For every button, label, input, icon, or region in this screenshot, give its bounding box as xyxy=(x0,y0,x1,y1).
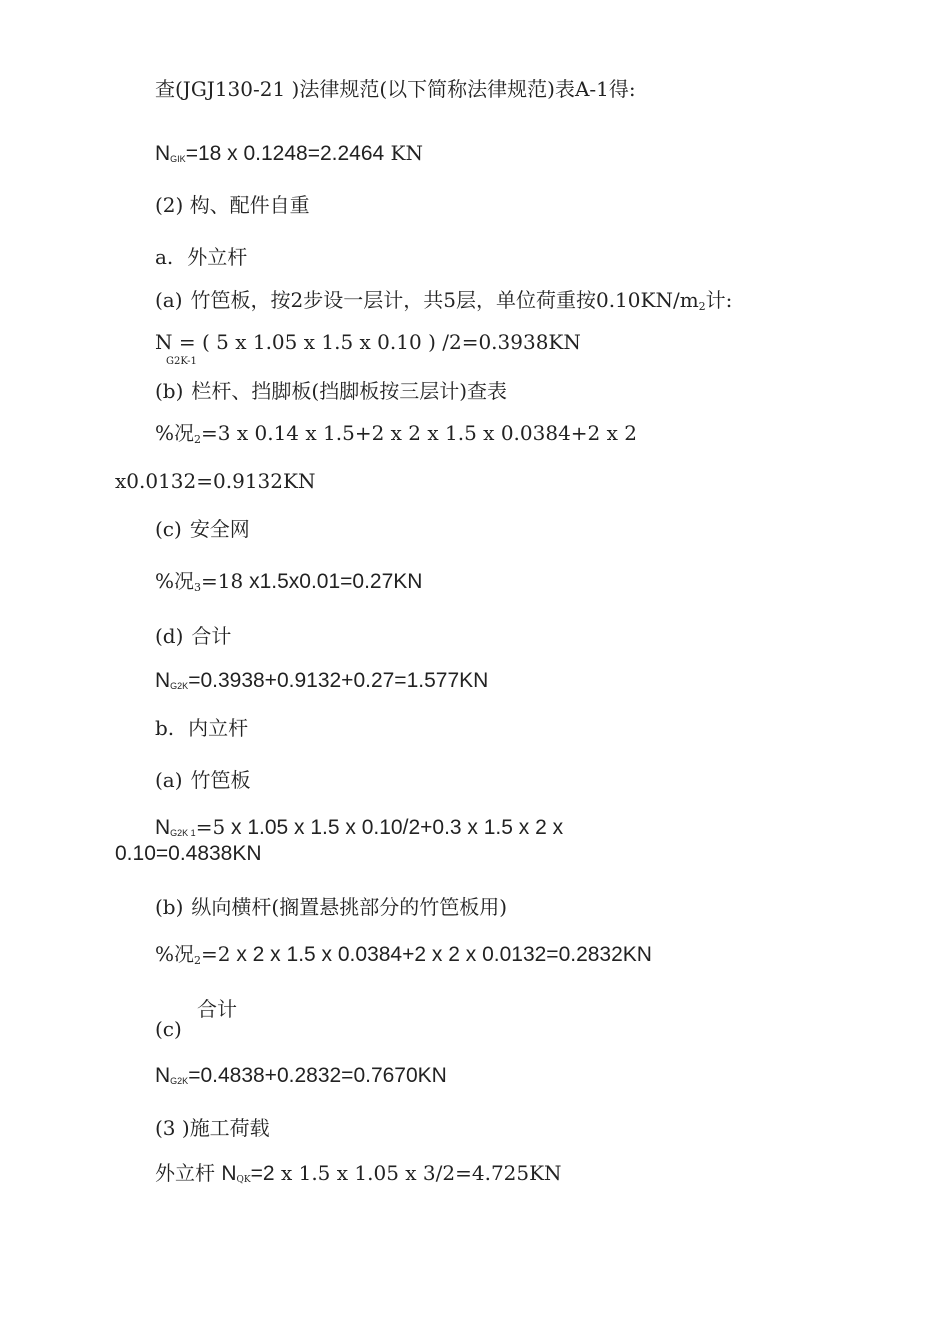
formula-railing-2: x0.0132=0.9132KN xyxy=(115,469,316,493)
formula-ng2k-1-subscript: G2K-1 xyxy=(166,356,197,367)
formula-safety-net: %况3=18 x1.5x0.01=0.27KN xyxy=(155,569,423,594)
item-a-d-line: (d) 合计 xyxy=(155,624,232,648)
formula-longitudinal-bar: %况2=2 x 2 x 1.5 x 0.0384+2 x 2 x 0.0132=0.2832KN xyxy=(155,942,652,967)
formula-ng2k-inner-total: $N_{G2K}=0.4838+0.2832=0.7670KN$ xyxy=(155,1064,447,1087)
formula-ngik: $N_{GIK}=18$ x 0.1248=2.2464 KN xyxy=(155,141,424,165)
formula-nqk: 外立杆 $N_{QK}=2$ x 1.5 x 1.05 x 3/2=4.725KN xyxy=(155,1161,562,1185)
section-heading-2: (2) 构、配件自重 xyxy=(155,193,310,217)
item-b-heading: b. 内立杆 xyxy=(155,716,249,740)
item-a-heading: a. 外立杆 xyxy=(155,245,248,269)
text-line-1: 查(JGJ130-21 )法律规范(以下简称法律规范)表A-1得: xyxy=(155,77,636,101)
item-a-b-line: (b) 栏杆、挡脚板(挡脚板按三层计)查表 xyxy=(155,379,508,403)
formula-railing-1: %况2=3 x 0.14 x 1.5+2 x 2 x 1.5 x 0.0384+2 x 2 xyxy=(155,421,638,446)
item-a-c-line: (c) 安全网 xyxy=(155,517,250,541)
formula-ng2k-outer-total: $N_{G2K}=0.3938+0.9132+0.27=1.577KN$ xyxy=(155,669,489,692)
item-b-b-line: (b) 纵向横杆(搁置悬挑部分的竹笆板用) xyxy=(155,895,508,919)
formula-inner-bamboo-1: $N_{G2K 1}=5$ x 1.05 x 1.5 x 0.10/2+0.3 x 1.5 x 2 x xyxy=(155,815,564,839)
formula-ng2k-1: N = ( 5 x 1.05 x 1.5 x 0.10 ) /2=0.3938KN xyxy=(155,330,581,354)
formula-inner-bamboo-2: 0.10=0.4838KN xyxy=(115,842,262,865)
item-b-c-text: 合计 xyxy=(197,997,237,1021)
item-b-c-mark: (c) xyxy=(155,1017,182,1041)
section-heading-3: (3 )施工荷载 xyxy=(155,1116,270,1140)
item-b-a-line: (a) 竹笆板 xyxy=(155,768,251,792)
item-a-a-line: (a) 竹笆板，按2步设一层计，共5层，单位荷重按0.10KN/m2计: xyxy=(155,288,733,313)
